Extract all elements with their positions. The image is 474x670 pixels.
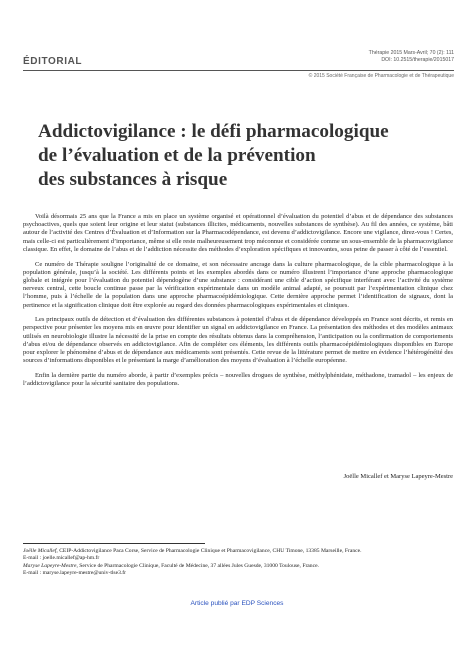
footnote-rule xyxy=(23,543,205,544)
doi-link[interactable]: DOI: 10.2515/therapie/2015017 xyxy=(381,57,454,63)
header-rule xyxy=(23,70,454,71)
author1-name: Joëlle Micallef, xyxy=(23,548,58,554)
author2-email[interactable]: E-mail : maryse.lapeyre-mestre@univ-tlse3.fr xyxy=(23,570,127,577)
body-paragraph: Ce numéro de Thérapie souligne l’originalité de ce domaine, et son nécessaire ancrage dans la culture pharmacologique, de la cible pharmacologique à la population générale, jusqu’à la société. Les différents points et les exemples abordés dans ce numéro illustrent l’importance d’une approche pharmacologique globale et intégrée pour l’évaluation du potentiel dépendogène d’une substance : considérant une cible d’action spécifique interférant avec l’activité du système nerveux central, cette boucle continue passe par la vérification expérimentale dans un modèle animal adapté, se poursuit par l’expérimentation clinique chez l’homme, puis à l’échelle de la population dans une approche pharmacoépidémiologique. Cette dernière approche permet l’identification de signaux, dont la pertinence et la signification clinique doit être explorée au regard des données pharmacologiques expérimentales et cliniques. xyxy=(23,260,453,309)
title-line-2: de l’évaluation et de la prévention xyxy=(38,145,316,166)
body-paragraph: Voilà désormais 25 ans que la France a mis en place un système organisé et opérationnel d’évaluation du potentiel d’abus et de dépendance des substances psychoactives, quels que soient leur origine et leur statut (substances illicites, médicaments, nouvelles substances de synthèse). Au fil des années, ce système, bâti autour de l’activité des Centres d’Évaluation et d’Information sur la Pharmacodépendance, est devenu d’addictovigilance. Encore une vigilance, direz-vous ! Certes, mais celle-ci est particulièrement d’importance, même si elle reste malheureusement trop méconnue et considérée comme un sous-ensemble de la pharmacovigilance classique. En effet, le domaine de l’abus et de l’addiction nécessite des méthodes d’exploration spécifiques et innovantes, sous peine de passer à côté de l’essentiel. xyxy=(23,213,453,253)
article-body xyxy=(23,213,453,395)
copyright-notice: © 2015 Société Française de Pharmacologie et de Thérapeutique xyxy=(308,73,454,79)
journal-citation: Thérapie 2015 Mars-Avril; 70 (2): 111 xyxy=(368,50,454,56)
author1-email[interactable]: E-mail : joelle.micallef@ap-hm.fr xyxy=(23,555,100,562)
author1-affil-text: CEIP-Addictovigilance Paca Corse, Service de Pharmacologie Clinique et Pharmacovigilance, CHU Timone, 13385 Marseille, France. xyxy=(57,548,362,554)
section-label: ÉDITORIAL xyxy=(23,56,83,67)
title-line-3: des substances à risque xyxy=(38,169,228,190)
journal-meta xyxy=(369,50,454,64)
body-paragraph: Les principaux outils de détection et d’évaluation des différentes substances à potentiel d’abus et de dépendance développés en France sont décrits, et remis en perspective pour présenter les moyens mis en œuvre pour identifier un signal en addictovigilance en France. La présentation des méthodes et des modèles animaux utilisés en neurobiologie illustre la nécessité de la prise en compte des résultats obtenus dans la compréhension, l’anticipation ou la confirmation de comportements d’abus et/ou de dépendance observés en addictovigilance. Afin de compléter ces éléments, les différents outils pharmacoépidémiologiques disponibles en Europe pour explorer le phénomène d’abus et de dépendance aux médicaments sont présentés. Cette revue de la littérature permet de mettre en évidence l’hétérogénéité des sources d’informations disponibles et le présentant la marge d’amélioration des moyens d’évaluation à l’échelle européenne. xyxy=(23,316,453,365)
article-title xyxy=(38,120,458,192)
author-signature: Joëlle Micallef et Maryse Lapeyre-Mestre xyxy=(343,473,453,480)
footnotes xyxy=(23,548,463,578)
author2-affil-text: Service de Pharmacologie Clinique, Faculté de Médecine, 37 allées Jules Guesde, 31000 Toulouse, France. xyxy=(77,562,319,569)
title-line-1: Addictovigilance : le défi pharmacologique xyxy=(38,121,389,142)
author2-name: Maryse Lapeyre-Mestre, xyxy=(23,562,78,569)
body-paragraph: Enfin la dernière partie du numéro aborde, à partir d’exemples précis – nouvelles drogues de synthèse, méthylphénidate, méthadone, tramadol – les enjeux de l’addictovigilance pour la sécurité sanitaire des populations. xyxy=(23,371,453,388)
publisher-link[interactable]: Article publié par EDP Sciences xyxy=(190,600,284,607)
